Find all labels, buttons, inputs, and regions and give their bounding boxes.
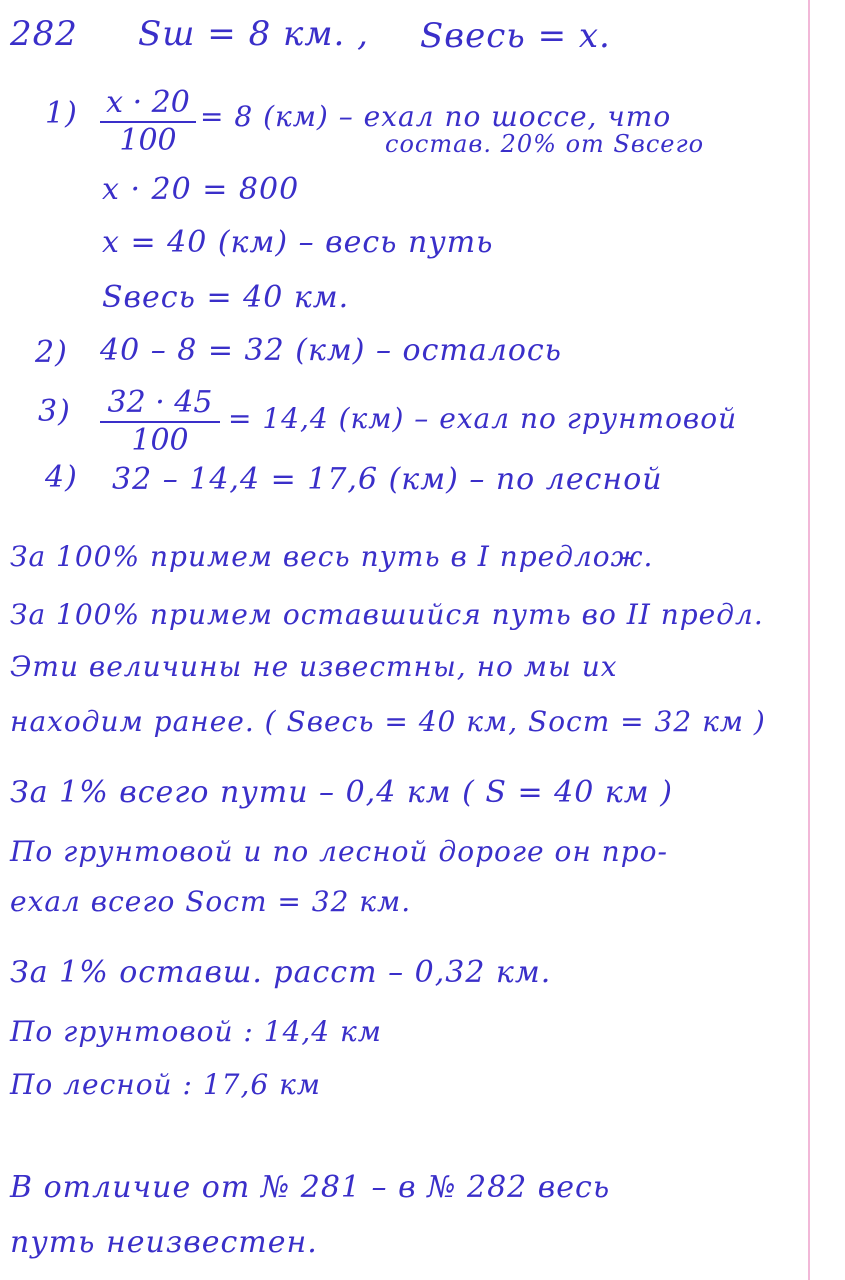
step-4-number: 4) xyxy=(45,460,78,495)
step-1-numerator: x · 20 xyxy=(106,85,190,120)
given-total-distance: Sвесь = x. xyxy=(420,16,611,56)
note-line-6: По грунтовой и по лесной дороге он про- xyxy=(10,835,668,868)
step-3-denominator: 100 xyxy=(131,423,189,458)
note-line-8: За 1% оставш. расст – 0,32 км. xyxy=(10,955,552,990)
given-highway-distance: Sш = 8 км. , xyxy=(138,14,369,54)
note-line-9: По грунтовой : 14,4 км xyxy=(10,1015,382,1048)
step-2-text: 40 – 8 = 32 (км) – осталось xyxy=(100,333,563,368)
step-3-fraction xyxy=(100,386,220,458)
step-1-result-line2: состав. 20% от Sвсего xyxy=(385,130,705,158)
note-line-7: ехал всего Sост = 32 км. xyxy=(10,885,412,918)
step-3-number: 3) xyxy=(38,394,71,429)
note-line-4: находим ранее. ( Sвесь = 40 км, Sост = 32 км ) xyxy=(10,705,766,738)
step-1-equation: x · 20 = 800 xyxy=(102,172,300,207)
note-line-5: За 1% всего пути – 0,4 км ( S = 40 км ) xyxy=(10,775,673,810)
step-1-fraction xyxy=(100,86,196,158)
step-3-result: = 14,4 (км) – ехал по грунтовой xyxy=(228,402,738,435)
step-1-denominator: 100 xyxy=(119,123,177,158)
note-line-10: По лесной : 17,6 км xyxy=(10,1068,322,1101)
step-1-number: 1) xyxy=(45,96,78,131)
notebook-margin-line xyxy=(808,0,810,1280)
step-2-number: 2) xyxy=(35,335,68,370)
note-line-11: В отличие от № 281 – в № 282 весь xyxy=(10,1170,611,1205)
step-4-text: 32 – 14,4 = 17,6 (км) – по лесной xyxy=(112,462,663,497)
step-1-solution: x = 40 (км) – весь путь xyxy=(102,225,494,260)
step-1-result: = 8 (км) – ехал по шоссе, что xyxy=(200,100,672,133)
step-3-numerator: 32 · 45 xyxy=(107,385,213,420)
note-line-12: путь неизвестен. xyxy=(10,1225,318,1260)
problem-number: 282 xyxy=(10,14,78,54)
step-1-total: Sвесь = 40 км. xyxy=(102,280,350,315)
note-line-2: За 100% примем оставшийся путь во II предл. xyxy=(10,598,764,631)
note-line-3: Эти величины не известны, но мы их xyxy=(10,650,618,683)
note-line-1: За 100% примем весь путь в I предлож. xyxy=(10,540,654,573)
